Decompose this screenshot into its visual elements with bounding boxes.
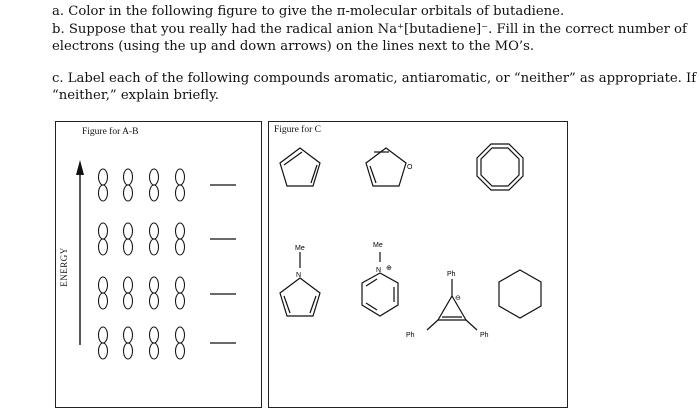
orbital-lobe-bottom: [99, 239, 108, 255]
p-orbital[interactable]: [99, 223, 108, 255]
pyridinium-charge-label: ⊕: [386, 265, 392, 272]
furan-oxygen-label: O: [407, 164, 413, 171]
orbital-lobe-top: [176, 277, 185, 293]
orbital-lobe-bottom: [176, 343, 185, 359]
orbital-lobe-top: [124, 169, 133, 185]
orbital-lobe-bottom: [99, 185, 108, 201]
orbital-lobe-bottom: [99, 343, 108, 359]
p-orbital[interactable]: [176, 277, 185, 309]
mo-lines: [210, 185, 236, 343]
orbital-lobe-top: [124, 277, 133, 293]
orbital-lobe-top: [150, 169, 159, 185]
cyclopropenyl-phenyl-left: Ph: [406, 332, 415, 339]
question-c-line-2: “neither,” explain briefly.: [52, 88, 219, 103]
p-orbital[interactable]: [99, 169, 108, 201]
pyridinium-methyl-label: Me: [373, 242, 383, 249]
orbital-lobe-top: [176, 223, 185, 239]
cyclopropenyl-charge-label: ⊖: [455, 295, 461, 302]
question-a: a. Color in the following figure to give the π-molecular orbitals of butadiene.: [52, 4, 565, 19]
orbital-lobe-bottom: [150, 293, 159, 309]
orbital-lobe-bottom: [150, 239, 159, 255]
p-orbital[interactable]: [124, 327, 133, 359]
n-methylpyridinium-structure: [362, 252, 398, 316]
orbital-lobe-top: [150, 223, 159, 239]
pyrrole-nitrogen-label: N: [296, 272, 302, 279]
p-orbital[interactable]: [150, 277, 159, 309]
cyclooctatetraene-structure: [477, 144, 523, 190]
question-b-line-2: electrons (using the up and down arrows) on the lines next to the MO’s.: [52, 39, 535, 54]
orbital-lobe-bottom: [124, 239, 133, 255]
cyclohexane-structure: [499, 270, 541, 318]
orbital-lobe-top: [99, 327, 108, 343]
p-orbital[interactable]: [176, 169, 185, 201]
p-orbital[interactable]: [124, 223, 133, 255]
orbital-lobe-bottom: [124, 293, 133, 309]
cyclopropenyl-phenyl-top: Ph: [447, 271, 456, 278]
pyrrole-methyl-label: Me: [295, 245, 305, 252]
orbital-lobe-top: [99, 277, 108, 293]
p-orbital[interactable]: [99, 277, 108, 309]
orbital-lobe-top: [99, 169, 108, 185]
figure-ab-title: Figure for A-B: [82, 127, 139, 137]
p-orbital[interactable]: [124, 277, 133, 309]
orbital-lobe-bottom: [176, 239, 185, 255]
energy-axis-label: ENERGY: [58, 247, 69, 287]
p-orbital[interactable]: [176, 327, 185, 359]
question-c-line-1: c. Label each of the following compounds aromatic, antiaromatic, or “neither” as appropriate. If: [52, 71, 697, 86]
orbital-lobe-top: [176, 327, 185, 343]
p-orbital[interactable]: [176, 223, 185, 255]
cyclopentadiene-structure: [280, 148, 320, 186]
orbital-lobe-top: [124, 327, 133, 343]
cyclopropenyl-phenyl-right: Ph: [480, 332, 489, 339]
orbital-lobe-top: [99, 223, 108, 239]
orbital-lobe-bottom: [176, 293, 185, 309]
orbital-lobe-bottom: [124, 343, 133, 359]
p-orbital[interactable]: [150, 327, 159, 359]
orbital-lobe-bottom: [99, 293, 108, 309]
orbital-lobe-top: [150, 327, 159, 343]
p-orbital[interactable]: [150, 169, 159, 201]
orbital-lobe-bottom: [150, 343, 159, 359]
orbital-lobe-top: [150, 277, 159, 293]
p-orbital[interactable]: [124, 169, 133, 201]
mo-orbital-grid: [99, 169, 185, 359]
figure-c-title: Figure for C: [274, 125, 321, 135]
orbital-lobe-bottom: [124, 185, 133, 201]
n-methylpyrrole-structure: [280, 252, 320, 316]
orbital-lobe-bottom: [150, 185, 159, 201]
orbital-lobe-top: [124, 223, 133, 239]
pyridinium-nitrogen-label: N: [376, 267, 382, 274]
furan-structure: [366, 148, 406, 186]
question-b-line-1: b. Suppose that you really had the radical anion Na⁺[butadiene]⁻. Fill in the correct number of: [52, 22, 687, 37]
p-orbital[interactable]: [99, 327, 108, 359]
triphenylcyclopropenyl-anion-structure: [427, 279, 477, 330]
orbital-lobe-bottom: [176, 185, 185, 201]
orbital-lobe-top: [176, 169, 185, 185]
p-orbital[interactable]: [150, 223, 159, 255]
